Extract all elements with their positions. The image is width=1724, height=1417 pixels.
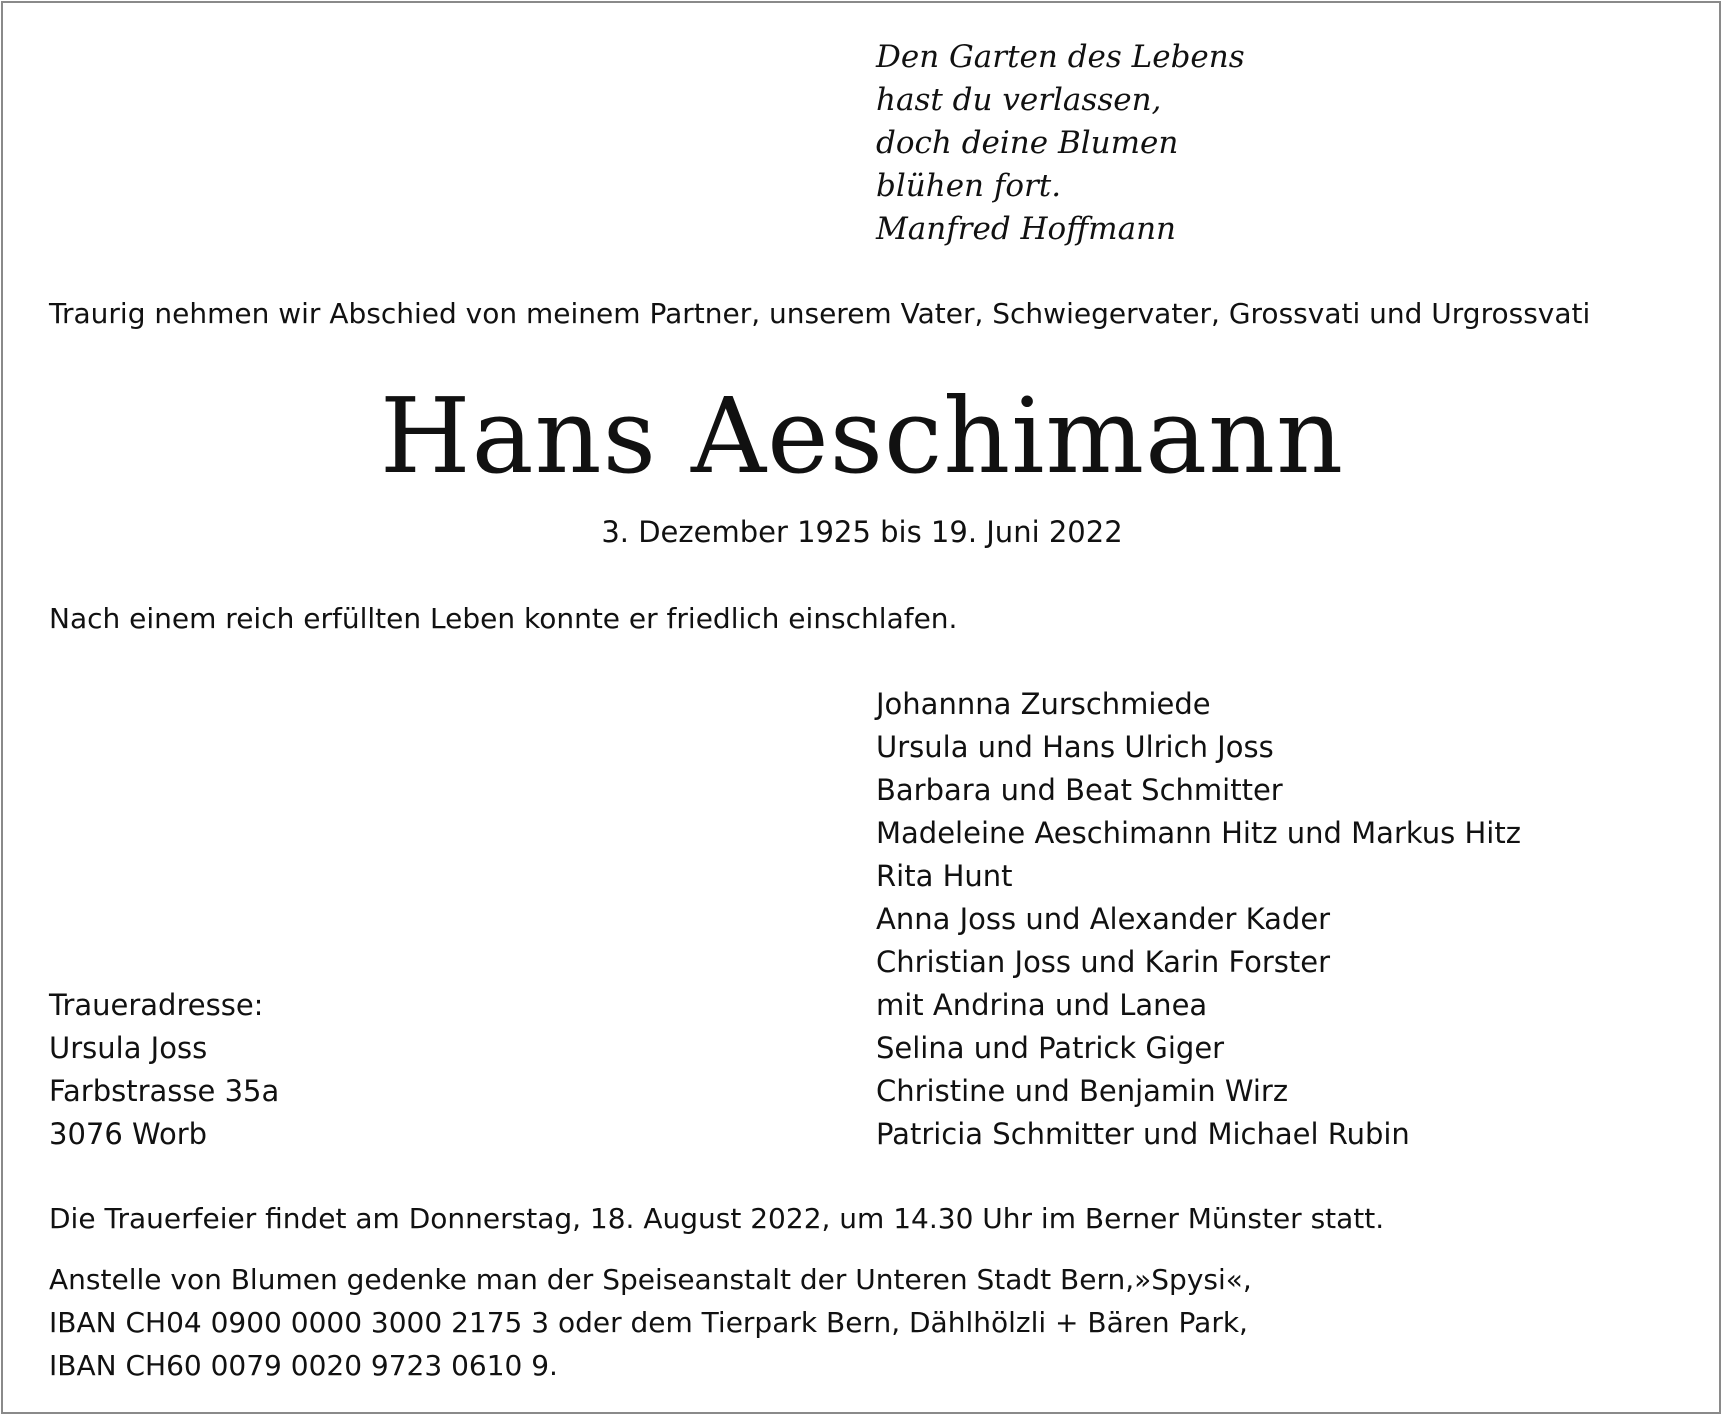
- family-member: Madeleine Aeschimann Hitz und Markus Hitz: [876, 816, 1521, 850]
- peace-text: Nach einem reich erfüllten Leben konnte er friedlich einschlafen.: [49, 602, 958, 635]
- donation-line: IBAN CH60 0079 0020 9723 0610 9.: [49, 1349, 558, 1382]
- life-dates: 3. Dezember 1925 bis 19. Juni 2022: [601, 515, 1123, 549]
- poem-line: hast du verlassen,: [876, 82, 1162, 118]
- address-street: Farbstrasse 35a: [49, 1074, 280, 1108]
- poem-line: blühen fort.: [876, 168, 1062, 204]
- donation-line: Anstelle von Blumen gedenke man der Speiseanstalt der Unteren Stadt Bern,»Spysi«,: [49, 1263, 1252, 1296]
- intro-text: Traurig nehmen wir Abschied von meinem Partner, unserem Vater, Schwiegervater, Grossvati und Urgrossvati: [49, 297, 1591, 330]
- family-member: Patricia Schmitter und Michael Rubin: [876, 1117, 1410, 1151]
- family-member: Ursula und Hans Ulrich Joss: [876, 730, 1274, 764]
- family-member: Christian Joss und Karin Forster: [876, 945, 1331, 979]
- address-city: 3076 Worb: [49, 1117, 208, 1151]
- family-member: Barbara und Beat Schmitter: [876, 773, 1283, 807]
- family-member: Rita Hunt: [876, 859, 1013, 893]
- poem-line: Den Garten des Lebens: [876, 39, 1245, 75]
- poem: [876, 36, 1245, 251]
- ceremony-text: Die Trauerfeier findet am Donnerstag, 18. August 2022, um 14.30 Uhr im Berner Münster statt.: [49, 1202, 1385, 1235]
- family-member: Christine und Benjamin Wirz: [876, 1074, 1289, 1108]
- family-list: [876, 683, 1521, 1156]
- address-name: Ursula Joss: [49, 1031, 208, 1065]
- poem-author: Manfred Hoffmann: [876, 211, 1176, 247]
- family-member: Johannna Zurschmiede: [876, 687, 1211, 721]
- donation-line: IBAN CH04 0900 0000 3000 2175 3 oder dem Tierpark Bern, Dählhölzli + Bären Park,: [49, 1306, 1248, 1339]
- donation-text: [49, 1258, 1252, 1387]
- address-label: Traueradresse:: [49, 988, 264, 1022]
- family-member: Anna Joss und Alexander Kader: [876, 902, 1331, 936]
- family-member: mit Andrina und Lanea: [876, 988, 1208, 1022]
- deceased-name: Hans Aeschimann: [379, 375, 1345, 497]
- poem-line: doch deine Blumen: [876, 125, 1179, 161]
- family-member: Selina und Patrick Giger: [876, 1031, 1225, 1065]
- mourning-address: [49, 984, 279, 1156]
